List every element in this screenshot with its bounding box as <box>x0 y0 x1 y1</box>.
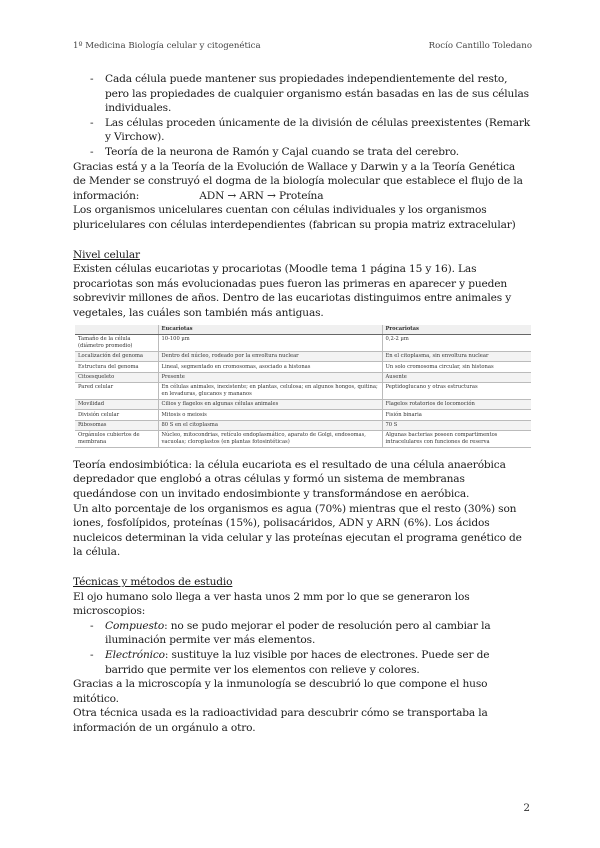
organisms-paragraph: Los organismos unicelulares cuentan con células individuales y los organismos pluricelulares con células interdependientes (fabrican su propia matriz extracelular) <box>73 204 516 231</box>
table-cell: División celular <box>75 410 158 420</box>
table-row <box>75 362 531 372</box>
radioactivity-paragraph: Otra técnica usada es la radioactividad para descubrir cómo se transportaba la información de un orgánulo a otro. <box>73 707 488 734</box>
table-cell: Un solo cromosoma circular, sin histonas <box>382 362 531 372</box>
table-cell: 80 S en el citoplasma <box>158 420 382 430</box>
page-header <box>73 41 532 53</box>
table-cell: Citoesqueleto <box>75 372 158 382</box>
section-title-cell-level: Nivel celular <box>73 248 140 261</box>
table-cell: Tamaño de la célula (diámetro promedio) <box>75 334 158 351</box>
list-item <box>87 619 531 648</box>
table-header-cell: Eucariotas <box>158 325 382 335</box>
table-cell: Pared celular <box>75 382 158 399</box>
table-row <box>75 410 531 420</box>
table-cell: Peptidoglucano y otras estructuras <box>382 382 531 399</box>
page-number: 2 <box>523 802 530 814</box>
table-cell: Ausente <box>382 372 531 382</box>
table-cell: Localización del genoma <box>75 351 158 361</box>
table-cell: Algunas bacterias poseen compartimentos intracelulares con funciones de reserva <box>382 430 531 447</box>
dogma-flow: ADN → ARN → Proteína <box>199 189 324 202</box>
table-cell: Presente <box>158 372 382 382</box>
list-item: - Teoría de la neurona de Ramón y Cajal cuando se trata del cerebro. <box>87 145 531 160</box>
table-cell: Movilidad <box>75 399 158 409</box>
table-row <box>75 334 531 351</box>
table-row <box>75 382 531 399</box>
table-cell: 70 S <box>382 420 531 430</box>
table-cell: Mitosis o meiosis <box>158 410 382 420</box>
microscopy-paragraph: Gracias a la microscopía y la inmunología se descubrió lo que compone el huso mitótico. <box>73 678 488 705</box>
list-item: - Las células proceden únicamente de la división de células preexistentes (Remark y Virchow). <box>87 116 531 145</box>
cell-comparison-table <box>75 325 531 448</box>
table-row <box>75 351 531 361</box>
cell-level-paragraph: Existen células eucariotas y procariotas (Moodle tema 1 página 15 y 16). Las procariotas son más evolucionadas pues fueron las primeras en aparecer y pueden sobrevivir millones de años. Dentro de las eucariotas distinguimos entre animales y vegetales, las cuáles son también más antiguas. <box>73 263 512 319</box>
microscope-desc: : no se pudo mejorar el poder de resolución pero al cambiar la iluminación permite ver más elementos. <box>105 619 491 647</box>
list-item: - Cada célula puede mantener sus propiedades independientemente del resto, pero las propiedades de cualquier organismo están basadas en las de sus células individuales. <box>87 72 531 116</box>
table-cell: Cilios y flagelos en algunas células animales <box>158 399 382 409</box>
table-row <box>75 372 531 382</box>
evolution-text: Gracias está y a la Teoría de la Evolución de Wallace y Darwin y a la Teoría Genética de Mender se construyó el dogma de la biología molecular que establece el flujo de la información: <box>73 160 523 202</box>
composition-paragraph: Un alto porcentaje de los organismos es agua (70%) mientras que el resto (30%) son iones, fosfolípidos, proteínas (15%), polisacáridos, ADN y ARN (6%). Los ácidos nucleicos determinan la vida celular y las proteínas ejecutan el programa genético de la célula. <box>73 502 522 559</box>
table-header-row <box>75 325 531 335</box>
section-title-techniques: Técnicas y métodos de estudio <box>73 575 233 588</box>
list-item <box>87 648 531 677</box>
microscope-list <box>87 619 531 677</box>
header-course: 1º Medicina Biología celular y citogenética <box>73 41 261 51</box>
header-author: Rocío Cantillo Toledano <box>428 41 532 51</box>
page-content <box>73 72 531 735</box>
intro-bullet-list <box>87 72 531 160</box>
table-row <box>75 399 531 409</box>
table-cell: 0,2-2 µm <box>382 334 531 351</box>
table-cell: Núcleo, mitocondrias, retículo endoplasmático, aparato de Golgi, endosomas, vacuolas; cloroplastos (en plantas fotosintéticas) <box>158 430 382 447</box>
evolution-paragraph <box>73 160 531 204</box>
microscope-term: Compuesto <box>105 619 165 632</box>
table-header-cell: Procariotas <box>382 325 531 335</box>
microscope-term: Electrónico <box>105 648 165 661</box>
table-cell: Lineal, segmentado en cromosomas, asociado a histonas <box>158 362 382 372</box>
techniques-paragraph: El ojo humano solo llega a ver hasta unos 2 mm por lo que se generaron los microscopios: <box>73 590 470 618</box>
table-cell: 10-100 µm <box>158 334 382 351</box>
table-cell: Dentro del núcleo, rodeado por la envoltura nuclear <box>158 351 382 361</box>
table-cell: En el citoplasma, sin envoltura nuclear <box>382 351 531 361</box>
table-cell: Estructura del genoma <box>75 362 158 372</box>
table-cell: Orgánulos cubiertos de membrana <box>75 430 158 447</box>
table-header-cell <box>75 325 158 335</box>
table-row <box>75 430 531 447</box>
table-cell: Ribosomas <box>75 420 158 430</box>
endosymbiotic-paragraph: Teoría endosimbiótica: la célula eucariota es el resultado de una célula anaeróbica depredador que englobó a otras células y formó un sistema de membranas quedándose con un invitado endosimbionte y transformándose en aeróbica. <box>73 458 506 500</box>
table-cell: Fisión binaria <box>382 410 531 420</box>
microscope-desc: : sustituye la luz visible por haces de electrones. Puede ser de barrido que permite ver los elementos con relieve y colores. <box>105 648 490 676</box>
table-row <box>75 420 531 430</box>
table-cell: Flagelos rotatorios de locomoción <box>382 399 531 409</box>
table-cell: En células animales, inexistente; en plantas, celulosa; en algunos hongos, quitina; en levaduras, glucanos y mananos <box>158 382 382 399</box>
